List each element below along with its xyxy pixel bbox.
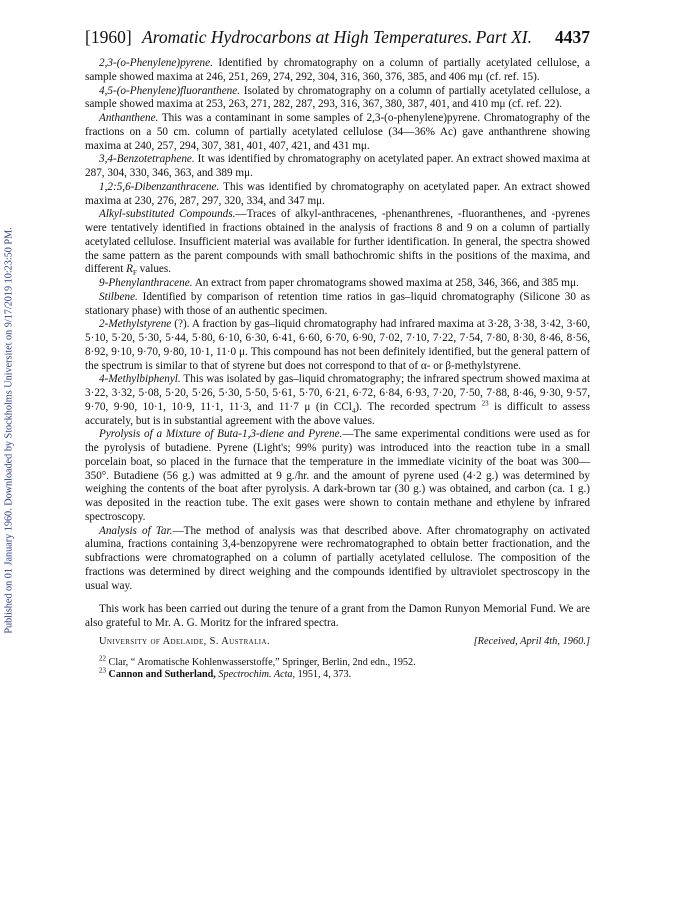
header-year: [1960]	[85, 27, 132, 47]
paragraph-text: This was isolated by gas–liquid chromatography; the infrared spectrum showed maxima at 3·22, 3·32, 5·08, 5·20, 5·26, 5·30, 5·50, 5·61, 5·70, 6·21, 6·72, 6·84, 6·93, 7·20, 7·50, 7·88, 8·46, 9·30, 9·57, 9·70, 9·90, 10·1, 10·9, 11·1, 11·3, and 11·7 μ (in CCl	[85, 373, 590, 413]
reference-list	[85, 654, 590, 682]
paragraph-text-2: ). The recorded spectrum	[355, 400, 477, 413]
section-heading: Analysis of Tar.	[99, 524, 173, 537]
received-date: [Received, April 4th, 1960.]	[473, 635, 590, 647]
compound-name: Stilbene.	[99, 290, 138, 303]
reference-text: Clar, “ Aromatische Kohlenwasserstoffe,” Springer, Berlin, 2nd edn., 1952.	[106, 656, 416, 668]
paragraph-text: Identified by chromatography on a column of partially acetylated cellulose, a sample showed maxima at 246, 251, 269, 274, 292, 304, 316, 360, 376, 385, and 406 mμ (cf. ref. 15).	[85, 57, 590, 83]
paragraph-pyrolysis	[85, 428, 590, 524]
reference-marker: 23	[481, 399, 489, 408]
ccl-subscript: 4	[351, 406, 356, 415]
compound-name: 4,5-(o-Phenylene)fluoranthene.	[99, 84, 241, 97]
paragraph-text: Identified by comparison of retention time ratios in gas–liquid chromatography (Silicone 30 as stationary phase) with those of an authentic specimen.	[85, 290, 591, 317]
rf-symbol: R	[126, 263, 133, 276]
compound-name: 2,3-(o-Phenylene)pyrene.	[99, 57, 213, 69]
address-line	[85, 635, 590, 649]
reference-item	[85, 666, 590, 682]
acknowledgement: This work has been carried out during the tenure of a grant from the Damon Runyon Memorial Fund. We are also grateful to Mr. A. G. Moritz for the infrared spectra.	[85, 603, 590, 629]
compound-name: 1,2:5,6-Dibenzanthracene.	[99, 180, 220, 193]
compound-name-tail: (?).	[171, 318, 190, 331]
paragraph-text-3: is difficult to assess accurately, but is in substantial agreement with the above values.	[85, 400, 590, 427]
paragraph-benzotetraphene	[85, 153, 590, 181]
paragraph-text: This was a contaminant in some samples of 2,3-(o-phenylene)pyrene. Chromatography of the fractions on a 50 cm. column of partially acetylated cellulose (34—36% Ac) gave anthanthrene showing maxima at 240, 257, 294, 307, 381, 401, 407, 421, and 431 mμ.	[85, 112, 590, 152]
paragraph-text: An extract from paper chromatograms showed maxima at 258, 346, 366, and 385 mμ.	[194, 277, 579, 289]
article-body	[85, 57, 590, 682]
paragraph-text: —The same experimental conditions were used as for the pyrolysis of butadiene. Pyrene (Light's; 99% purity) was introduced into the reaction tube in a small porcelain boat, so placed in the furnace that the temperature in the immediate vicinity of the boat was 300—350°. Butadiene (56 g.) was admitted at 9 g./hr. and the amount of pyrene used (4·2 g.) was determined by weighing the contents of the boat after pyrolysis. A dark-brown tar (30 g.) was obtained, and carbon (ca. 1 g.) was deposited in the reaction tube. The exit gases were shown to contain methane and ethylene by infrared spectroscopy.	[85, 428, 590, 523]
section-heading: Pyrolysis of a Mixture of Buta-1,3-diene and Pyrene.	[99, 428, 343, 441]
header-part: Part XI.	[475, 27, 532, 47]
paragraph-tail: values.	[136, 263, 172, 276]
paragraph-alkyl-compounds	[85, 208, 590, 277]
paragraph-text: —Traces of alkyl-anthracenes, -phenanthrenes, -fluoranthenes, and -pyrenes were tentatively identified in fractions obtained in the analysis of fractions 8 and 9 on a column of partially acetylated cellulose. Insufficient material was available for further identification. In general, the spectra showed the same pattern as the parent compounds with small bathochromic shifts in the positions of the maxima, and different	[85, 208, 590, 276]
paragraph-text: Isolated by chromatography on a column of partially acetylated cellulose, a sample showed maxima at 253, 263, 271, 282, 287, 293, 316, 367, 380, 387, 401, and 410 mμ (cf. ref. 22).	[85, 84, 590, 111]
paragraph-text: —The method of analysis was that described above. After chromatography on activated alumina, fractions containing 3,4-benzopyrene were rechromatographed to obtain better fractionation, and the subfractions were chromatographed on a column of partially acetylated cellulose. The composition of the fractions was determined by direct weighing and the compounds identified by ultraviolet spectroscopy in the usual way.	[85, 524, 590, 592]
paragraph-anthanthene	[85, 112, 590, 153]
page-number: 4437	[555, 27, 590, 47]
paragraph-text: It was identified by chromatography on acetylated paper. An extract showed maxima at 287, 304, 330, 346, 363, and 389 mμ.	[85, 153, 590, 179]
download-watermark	[0, 150, 18, 710]
download-notice: Published on 01 January 1960. Downloaded by Stockholms Universitet on 9/17/2019 10:23:50 PM.	[3, 226, 15, 634]
reference-number: 23	[99, 666, 106, 675]
reference-tail: 1951, 4, 373.	[295, 669, 352, 681]
compound-name: Anthanthene.	[99, 112, 159, 124]
paragraph-phenylenefluoranthene	[85, 85, 590, 113]
compound-name: 9-Phenylanthracene.	[99, 277, 193, 289]
paragraph-phenylanthracene	[85, 277, 590, 291]
running-header	[85, 26, 590, 48]
reference-number: 22	[99, 654, 106, 663]
compound-name: 3,4-Benzotetraphene.	[99, 153, 195, 166]
header-title: Aromatic Hydrocarbons at High Temperatures.	[142, 27, 473, 47]
paragraph-phenylenepyrene	[85, 57, 590, 85]
compound-name: 2-Methylstyrene	[99, 318, 172, 331]
reference-authors: Cannon and Sutherland,	[106, 669, 216, 681]
paragraph-methylstyrene	[85, 318, 590, 373]
paragraph-text: A fraction by gas–liquid chromatography had infrared maxima at 3·28, 3·38, 3·42, 3·60, 5·10, 5·20, 5·30, 5·44, 5·80, 6·10, 6·30, 6·41, 6·60, 6·70, 6·90, 7·02, 7·10, 7·22, 7·54, 7·80, 8·30, 8·46, 8·56, 8·92, 9·10, 9·70, 9·80, 10·1, 11·0 μ. This compound has not been definitely identified, but the general pattern of the spectrum is similar to that of styrene but does not correspond to that of α- or β-methylstyrene.	[85, 318, 590, 372]
reference-item	[85, 654, 590, 670]
rf-subscript: F	[132, 269, 137, 278]
paragraph-stilbene	[85, 291, 590, 319]
compound-name: 4-Methylbiphenyl.	[99, 373, 181, 386]
paragraph-text: This was identified by chromatography on acetylated paper. An extract showed maxima at 230, 276, 287, 297, 320, 334, and 347 mμ.	[85, 180, 590, 207]
institution: University of Adelaide, S. Australia.	[99, 635, 270, 647]
paragraph-methylbiphenyl	[85, 373, 590, 428]
reference-journal: Spectrochim. Acta,	[215, 669, 296, 681]
paragraph-analysis-of-tar	[85, 525, 590, 594]
section-heading: Alkyl-substituted Compounds.	[99, 208, 236, 221]
paragraph-dibenzanthracene	[85, 181, 590, 209]
